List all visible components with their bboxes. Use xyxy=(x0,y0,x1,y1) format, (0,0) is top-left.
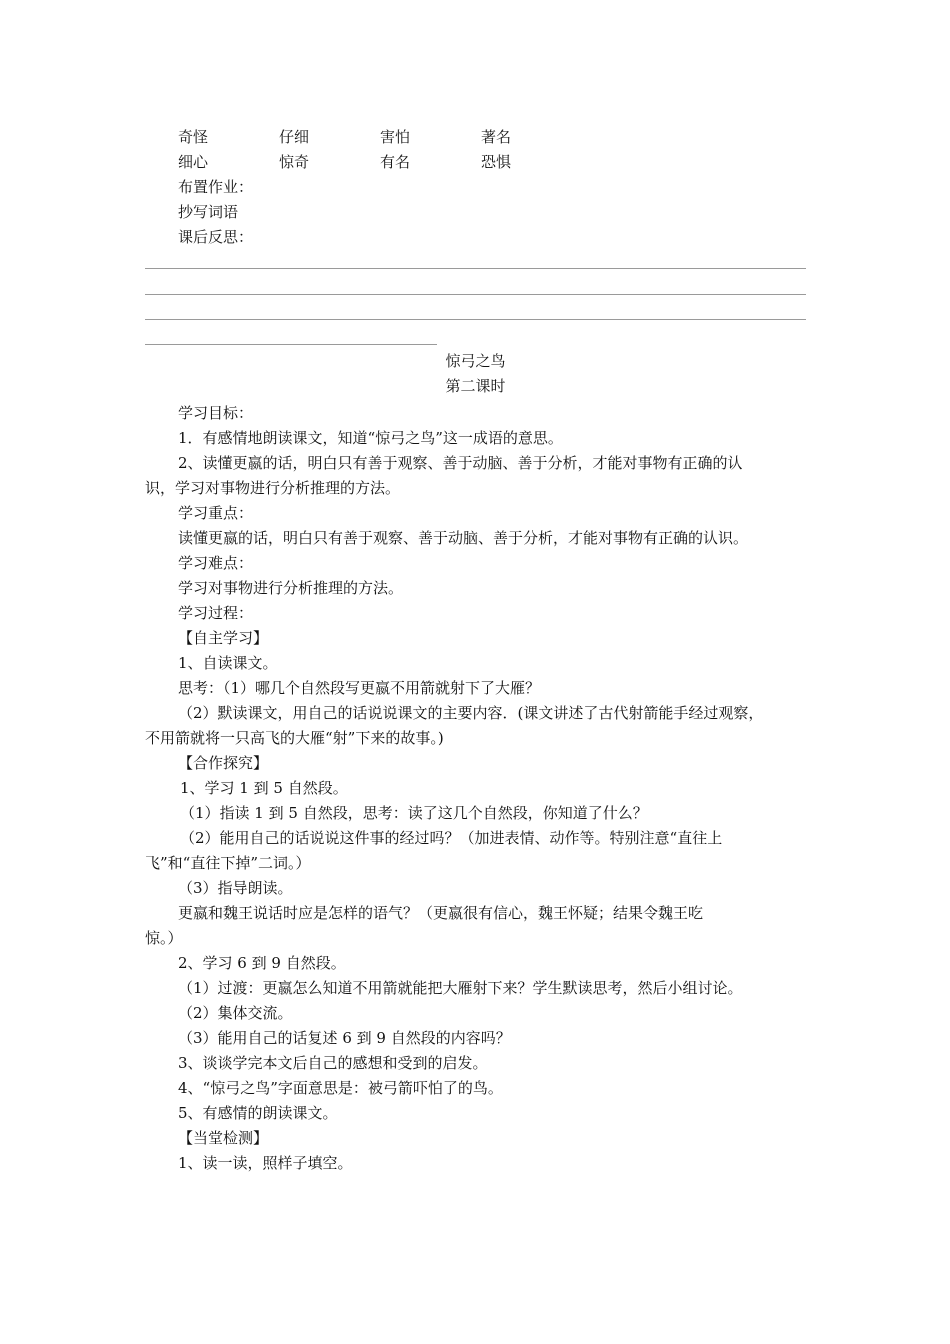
body-line: 飞”和“直往下掉”二词。） xyxy=(145,854,311,872)
reflection-label: 课后反思： xyxy=(178,228,254,246)
reflection-line xyxy=(145,268,806,269)
vocab-word: 仔细 xyxy=(279,128,310,146)
homework-label: 布置作业： xyxy=(178,178,254,196)
section-heading-process: 学习过程： xyxy=(178,604,254,622)
body-line: 更嬴和魏王说话时应是怎样的语气？（更嬴很有信心，魏王怀疑；结果令魏王吃 xyxy=(178,904,704,922)
lesson-subtitle: 第二课时 xyxy=(445,377,506,395)
body-line: 1、学习 1 到 5 自然段。 xyxy=(180,779,348,797)
body-line: 2、学习 6 到 9 自然段。 xyxy=(178,954,346,972)
vocab-word: 奇怪 xyxy=(178,128,209,146)
reflection-line xyxy=(145,319,806,320)
body-line: 1、自读课文。 xyxy=(178,654,278,672)
body-line: （1）过渡：更嬴怎么知道不用箭就能把大雁射下来？学生默读思考，然后小组讨论。 xyxy=(178,979,743,997)
section-heading-goals: 学习目标： xyxy=(178,404,254,422)
body-line: 不用箭就将一只高飞的大雁“射”下来的故事。) xyxy=(145,729,444,747)
vocab-word: 害怕 xyxy=(380,128,411,146)
section-heading-check: 【当堂检测】 xyxy=(178,1129,269,1147)
body-line: 惊。） xyxy=(145,929,183,947)
body-line: 读懂更嬴的话，明白只有善于观察、善于动脑、善于分析，才能对事物有正确的认识。 xyxy=(178,529,749,547)
body-line: 1、读一读，照样子填空。 xyxy=(178,1154,353,1172)
vocab-word: 恐惧 xyxy=(481,153,512,171)
vocab-word: 惊奇 xyxy=(279,153,310,171)
body-line: 2、读懂更嬴的话，明白只有善于观察、善于动脑、善于分析，才能对事物有正确的认 xyxy=(178,454,743,472)
vocab-word: 有名 xyxy=(380,153,411,171)
body-line: （3）能用自己的话复述 6 到 9 自然段的内容吗？ xyxy=(178,1029,511,1047)
reflection-line xyxy=(145,344,437,345)
body-line: 1．有感情地朗读课文，知道“惊弓之鸟”这一成语的意思。 xyxy=(178,429,563,447)
body-line: （2）默读课文，用自己的话说说课文的主要内容．(课文讲述了古代射箭能手经过观察， xyxy=(178,704,764,722)
body-line: （3）指导朗读。 xyxy=(178,879,293,897)
body-line: 3、谈谈学完本文后自己的感想和受到的启发。 xyxy=(178,1054,488,1072)
body-line: 思考：（1）哪几个自然段写更嬴不用箭就射下了大雁？ xyxy=(178,679,541,697)
section-heading-difficulties: 学习难点： xyxy=(178,554,254,572)
body-line: （2）集体交流。 xyxy=(178,1004,293,1022)
homework-item: 抄写词语 xyxy=(178,203,239,221)
lesson-title: 惊弓之鸟 xyxy=(445,352,506,370)
body-line: 识，学习对事物进行分析推理的方法。 xyxy=(145,479,401,497)
reflection-line xyxy=(145,294,806,295)
body-line: 4、“惊弓之鸟”字面意思是：被弓箭吓怕了的鸟。 xyxy=(178,1079,503,1097)
section-heading-self-study: 【自主学习】 xyxy=(178,629,269,647)
body-line: 5、有感情的朗读课文。 xyxy=(178,1104,338,1122)
vocab-word: 著名 xyxy=(481,128,512,146)
body-line: 学习对事物进行分析推理的方法。 xyxy=(178,579,404,597)
body-line: （2）能用自己的话说说这件事的经过吗？（加进表情、动作等。特别注意“直往上 xyxy=(180,829,723,847)
body-line: （1）指读 1 到 5 自然段，思考：读了这几个自然段，你知道了什么？ xyxy=(180,804,648,822)
section-heading-cooperative: 【合作探究】 xyxy=(178,754,269,772)
vocab-word: 细心 xyxy=(178,153,209,171)
section-heading-key-points: 学习重点： xyxy=(178,504,254,522)
